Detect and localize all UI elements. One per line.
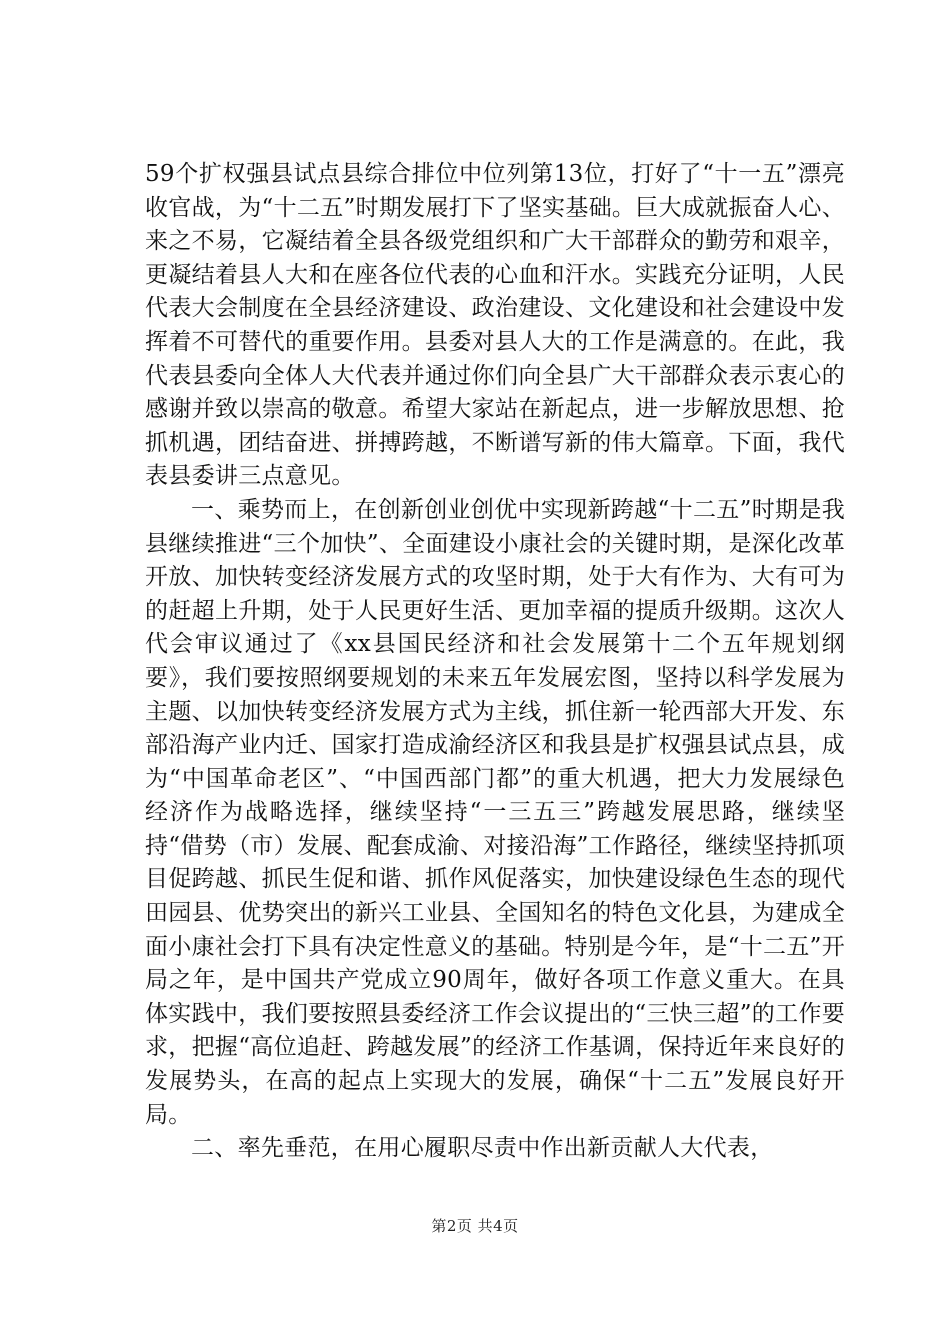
paragraph-1: 59个扩权强县试点县综合排位中位列第13位，打好了“十一五”漂亮收官战，为“十二五”时期发展打下了坚实基础。巨大成就振奋人心、来之不易，它凝结着全县各级党组织和广大干部群众的勤劳和艰辛，更凝结着县人大和在座各位代表的心血和汗水。实践充分证明，人民代表大会制度在全县经济建设、政治建设、文化建设和社会建设中发挥着不可替代的重要作用。县委对县人大的工作是满意的。在此，我代表县委向全体人大代表并通过你们向全县广大干部群众表示衷心的感谢并致以崇高的敬意。希望大家站在新起点，进一步解放思想、抢抓机遇，团结奋进、拼搏跨越，不断谱写新的伟大篇章。下面，我代表县委讲三点意见。 (145, 161, 845, 490)
paragraph-3: 二、率先垂范，在用心履职尽责中作出新贡献人大代表， (191, 1135, 774, 1162)
body-text (145, 158, 845, 1166)
page-footer: 第2页 共4页 (431, 1217, 519, 1235)
paragraph-2: 一、乘势而上，在创新创业创优中实现新跨越“十二五”时期是我县继续推进“三个加快”、全面建设小康社会的关键时期，是深化改革开放、加快转变经济发展方式的攻坚时期，处于大有作为、大有可为的赶超上升期，处于人民更好生活、更加幸福的提质升级期。这次人代会审议通过了《xx县国民经济和社会发展第十二个五年规划纲要》，我们要按照纲要规划的未来五年发展宏图，坚持以科学发展为主题、以加快转变经济发展方式为主线，抓住新一轮西部大开发、东部沿海产业内迁、国家打造成渝经济区和我县是扩权强县试点县，成为“中国革命老区”、“中国西部门都”的重大机遇，把大力发展绿色经济作为战略选择，继续坚持“一三五三”跨越发展思路，继续坚持“借势（市）发展、配套成渝、对接沿海”工作路径，继续坚持抓项目促跨越、抓民生促和谐、抓作风促落实，加快建设绿色生态的现代田园县、优势突出的新兴工业县、全国知名的特色文化县，为建成全面小康社会打下具有决定性意义的基础。特别是今年，是“十二五”开局之年，是中国共产党成立90周年，做好各项工作意义重大。在具体实践中，我们要按照县委经济工作会议提出的“三快三超”的工作要求，把握“高位追赶、跨越发展”的经济工作基调，保持近年来良好的发展势头，在高的起点上实现大的发展，确保“十二五”发展良好开局。 (145, 496, 845, 1128)
